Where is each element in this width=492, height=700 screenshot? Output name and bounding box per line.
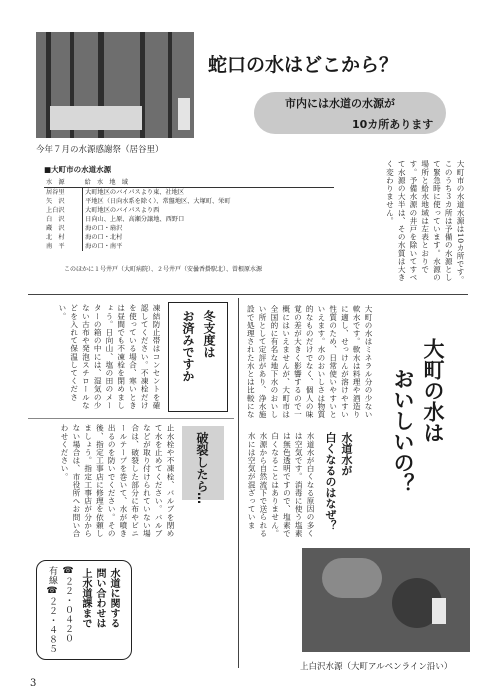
top-photo (36, 32, 194, 138)
page-number: 3 (30, 678, 37, 689)
table-row: 蔵 沢 海の口・扇沢 (46, 225, 123, 232)
table-header: 水 源 (44, 178, 83, 188)
table-header: 給 水 地 域 (83, 178, 334, 188)
table-row: 南 平 海の口・南平 (46, 243, 123, 250)
table-row: 白 沢 日向山、上原、高瀬分譲地、西野口 (46, 216, 185, 223)
water-source-table (44, 178, 334, 251)
section-divider (28, 418, 234, 419)
contact-phone1: ☎２２・０４２０ (63, 566, 73, 643)
haretsu-body: 止水栓や不凍栓、バルブを閉めて水を止めてください。バルブなどが取り付けられていない場合は、破裂した部分に布やビニールテープを巻いて、水が噴き出るのを防いでください。その後、指定工事店に修理を依頼しましょう。指定工事店が分からない場合は、市役所へお問い合わせください。 (60, 424, 175, 538)
water-table-title: ■大町市の水道水源 (44, 165, 112, 174)
column-divider (238, 298, 239, 668)
contact-heading-line3: 上水道課まで (80, 568, 91, 628)
subtitle-line1: 市内には水道の水源が (285, 97, 395, 110)
bottom-photo (302, 548, 470, 652)
table-row: 上白沢 大町地区のバイパスより西 (46, 207, 160, 214)
table-row: 居谷里 大町地区のバイパスより東、社地区 (46, 189, 185, 196)
shiroku-heading-line2: 白くなるのはなぜ？ (324, 432, 337, 531)
section-divider (28, 294, 468, 295)
oishii-body: 大町の水はミネラル分の少ない軟水です。軟水は料理や酒造りに適し、せっけんが溶けやすい性質のため、日常使いやすいといえます。水のおいしさは物質的なものだけでなく、個人の味覚の差が大きく影響するので一概にはいえませんが、大町市は全国的に有名な地下水のおいしい所として定評があり、浄水施設で処理された水とは比較にな (246, 305, 373, 419)
contact-heading-line1: 水道に関する (108, 568, 119, 628)
contact-heading-line2: 問い合わせは (94, 568, 105, 628)
subtitle-line2: 10カ所あります (352, 118, 434, 131)
table-row: 北 村 海の口・北村 (46, 234, 123, 241)
top-photo-caption: 今年７月の水源感謝祭（居谷里） (36, 145, 164, 155)
fuyu-heading-line2: お済みですか (181, 310, 195, 382)
oishii-heading-line2: おいしいの？ (391, 368, 415, 494)
fuyu-heading-box (168, 302, 228, 412)
shiroku-body: 水道水が白くなる原因の多くは空気です。消毒に使う塩素は無色透明ですので、塩素で白くなることはありません。水源から自然流下で送られる水には空気が混ざっていま (247, 432, 315, 538)
fuyu-body: 凍結防止帯はコンセントを確認してください。不凍栓だけを使っている場合、寒いときは昼間でも不凍栓を閉めましょう。日向山、塩の田のメーターの箱の中には、湿気の少ない古布や発泡スチロールなどを入れて保温してください。 (57, 304, 161, 410)
water-table-note: このほかに１号井戸（大町病院）、２号井戸（安曇香掛駅北）、曽根原水源 (64, 266, 263, 273)
intro-text: 大町市の水道水源は10カ所です。このうち３カ所は予備の水源として緊急時に使っています。水源の場所と給水地域は左表とおりです。予備水源の井戸を除いてすべて水源の大半は、その水質は大きく変わりません。 (385, 160, 465, 285)
table-row: 矢 沢 平地区（日向水系を除く）、常盤地区、大塚町、栄町 (46, 198, 231, 205)
haretsu-heading: 破裂したら… (195, 432, 209, 504)
page-title: 蛇口の水はどこから？ (208, 54, 399, 76)
contact-phone2-label: 有線 (47, 566, 57, 585)
fuyu-heading-line1: 冬支度は (202, 310, 216, 358)
shiroku-heading-line1: 水道水が (340, 432, 353, 476)
contact-phone2: ☎２２・４８５ (47, 586, 57, 654)
bottom-photo-caption: 上白沢水源（大町アルペンライン沿い） (300, 662, 453, 672)
oishii-heading-line1: 大町の水は (421, 338, 445, 443)
